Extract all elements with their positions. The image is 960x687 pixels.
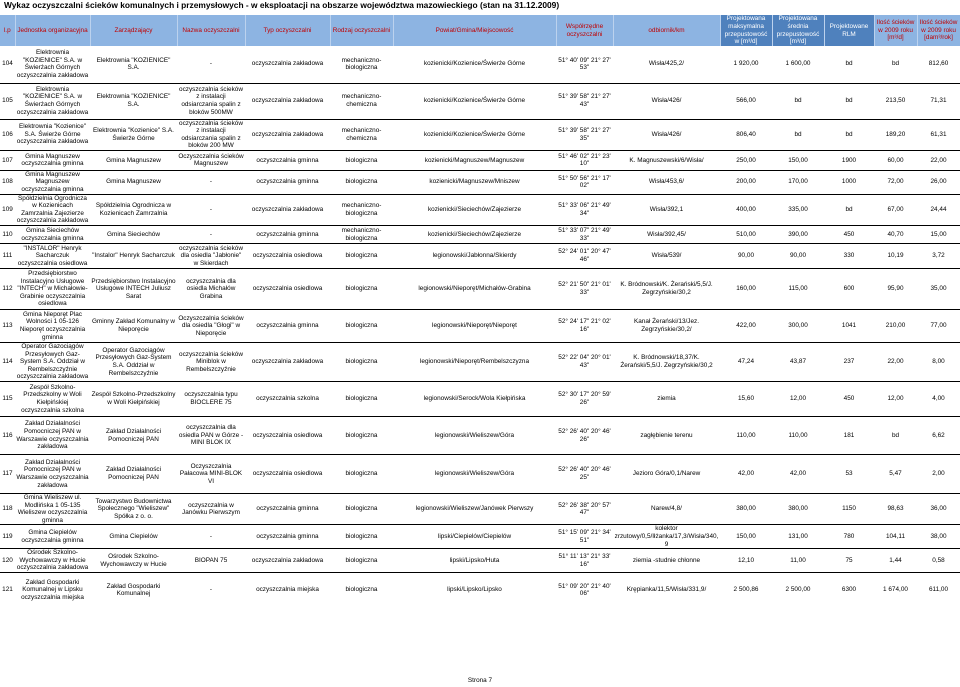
- cell-district-commune-locality: legionowski/Nieporęt/Nieporęt: [393, 310, 556, 343]
- table-row: [0, 226, 960, 244]
- cell-average-capacity: 380,00: [772, 494, 824, 525]
- table-row: [0, 83, 960, 119]
- cell-average-capacity: 90,00: [772, 244, 824, 269]
- cell-receiver-km: Kanał Żerański/13/Jez. Zegrzyńskie/30,2/: [613, 310, 720, 343]
- cell-coordinates: 52° 21' 50" 21° 01' 33": [556, 269, 613, 310]
- cell-sewage-daily: 189,20: [874, 119, 917, 150]
- cell-row-number: 105: [0, 83, 15, 119]
- table-row: [0, 525, 960, 549]
- cell-organizational-unit: Gmina Magnuszew Magnuszew oczyszczalnia gminna: [15, 170, 90, 194]
- cell-plant-name: Oczyszczalnia ścieków dla osiedla "Głogi" w Nieporęcie: [177, 310, 245, 343]
- cell-coordinates: 51° 46' 02" 21° 23' 10": [556, 150, 613, 170]
- cell-organizational-unit: Zakład Działalności Pomocniczej PAN w Warszawie oczyszczalnia zakładowa: [15, 455, 90, 494]
- table-row: [0, 269, 960, 310]
- cell-max-capacity: 566,00: [720, 83, 772, 119]
- cell-plant-type: oczyszczalnia osiedlowa: [245, 455, 330, 494]
- cell-sewage-yearly: 812,60: [928, 60, 949, 68]
- cell-average-capacity: 300,00: [772, 310, 824, 343]
- cell-row-number: 106: [0, 119, 15, 150]
- cell-sewage-daily: 1 674,00: [874, 572, 917, 607]
- cell-coordinates: 51° 15' 09" 21° 34' 51": [556, 525, 613, 549]
- cell-sewage-yearly: 71,31: [917, 83, 960, 119]
- cell-plant-type: oczyszczalnia osiedlowa: [245, 269, 330, 310]
- header-cell-zarzadzajacy: Zarządzający: [90, 15, 177, 46]
- cell-coordinates: 51° 09' 20" 21° 40' 06": [556, 572, 613, 607]
- header-cell-powiat: Powiat/Gmina/Miejscowość: [393, 15, 556, 46]
- cell-plant-name: oczyszczalnia dla osiedla Michałów Grabina: [177, 269, 245, 310]
- cell-plant-name: -: [177, 194, 245, 225]
- header-cell-nazwa: Nazwa oczyszczalni: [177, 15, 245, 46]
- cell-manager: Gmina Magnuszew: [90, 150, 177, 170]
- cell-plant-kind: biologiczna: [330, 170, 393, 194]
- cell-organizational-unit: Zakład Działalności Pomocniczej PAN w Warszawie oczyszczalnia zakładowa: [15, 417, 90, 455]
- cell-sewage-yearly: 15,00: [917, 226, 960, 244]
- cell-manager: Zespół Szkolno-Przedszkolny w Woli Kiełpińskiej: [90, 382, 177, 417]
- cell-receiver-km: ziemia -studnie chłonne: [613, 549, 720, 573]
- cell-organizational-unit: Zakład Gospodarki Komunalnej w Lipsku oczyszczalnia miejska: [15, 572, 90, 607]
- cell-receiver-km: Wisła/453,6/: [613, 170, 720, 194]
- cell-average-capacity: 1 600,00: [785, 60, 811, 68]
- cell-plant-type: oczyszczalnia osiedlowa: [245, 417, 330, 455]
- cell-manager: Przedsiębiorstwo Instalacyjno Usługowe INTECH Juliusz Sarat: [90, 269, 177, 310]
- cell-receiver-km: Jezioro Góra/0,1/Narew: [613, 455, 720, 494]
- cell-receiver-km: ziemia: [613, 382, 720, 417]
- cell-rlm: 1041: [824, 310, 874, 343]
- cell-coordinates: 52° 26' 40" 20° 46' 26": [556, 417, 613, 455]
- cell-coordinates: 51° 33' 06" 21° 49' 34": [556, 194, 613, 225]
- cell-sewage-daily: 95,90: [874, 269, 917, 310]
- cell-coordinates: 52° 26' 40" 20° 46' 25": [556, 455, 613, 494]
- cell-max-capacity: 380,00: [720, 494, 772, 525]
- cell-coordinates: 52° 30' 17" 20° 59' 26": [556, 382, 613, 417]
- header-cell-odbiornik: odbiornik/km: [613, 15, 720, 46]
- cell-coordinates: 52° 26' 38" 20° 57' 47": [556, 494, 613, 525]
- cell-row-number: 118: [0, 494, 15, 525]
- table-row: [0, 382, 960, 417]
- cell-sewage-daily: 98,63: [874, 494, 917, 525]
- cell-max-capacity: 150,00: [720, 525, 772, 549]
- cell-receiver-km: Narew/4,8/: [613, 494, 720, 525]
- cell-plant-name: -: [177, 226, 245, 244]
- cell-organizational-unit: Ośrodek Szkolno-Wychowawczy w Hucie oczyszczalnia zakładowa: [16, 549, 89, 572]
- cell-sewage-daily: 40,70: [874, 226, 917, 244]
- cell-row-number: 114: [0, 343, 15, 382]
- cell-manager: Elektrownia "KOZIENICE" S.A.: [96, 56, 171, 72]
- table-row: [0, 150, 960, 170]
- cell-max-capacity: 42,00: [720, 455, 772, 494]
- cell-district-commune-locality: legionowski/Wieliszew/Góra: [393, 417, 556, 455]
- cell-plant-kind: biologiczna: [330, 150, 393, 170]
- cell-plant-kind: mechaniczno-biologiczna: [341, 56, 382, 72]
- header-cell-ilosc-dobowa: Ilość ścieków w 2009 roku [m³/d]: [874, 15, 917, 46]
- cell-plant-type: oczyszczalnia gminna: [245, 525, 330, 549]
- cell-manager: Gmina Magnuszew: [90, 170, 177, 194]
- cell-plant-kind: biologiczna: [330, 382, 393, 417]
- cell-manager: Ośrodek Szkolno-Wychowawczy w Hucie: [90, 549, 177, 573]
- cell-district-commune-locality: legionowski/Nieporęt/Michałów-Grabina: [393, 269, 556, 310]
- table-row: [0, 170, 960, 194]
- cell-organizational-unit: Zespół Szkolno-Przedszkolny w Woli Kiełpińskiej oczyszczalnia szkolna: [15, 382, 90, 417]
- cell-rlm: 6300: [824, 572, 874, 607]
- cell-plant-kind: biologiczna: [330, 269, 393, 310]
- cell-organizational-unit: Gmina Sieciechów oczyszczalnia gminna: [15, 226, 90, 244]
- cell-plant-name: -: [177, 525, 245, 549]
- cell-receiver-km: Wisła/392,45/: [613, 226, 720, 244]
- cell-row-number: 117: [0, 455, 15, 494]
- cell-plant-name: oczyszczalnia ścieków dla osiedla "Jabłonie" w Skierdach: [177, 244, 245, 269]
- cell-plant-kind: biologiczna: [330, 494, 393, 525]
- cell-rlm: 780: [824, 525, 874, 549]
- cell-sewage-yearly: 24,44: [917, 194, 960, 225]
- cell-sewage-daily: 12,00: [874, 382, 917, 417]
- table-row: [0, 494, 960, 525]
- cell-average-capacity: 43,87: [772, 343, 824, 382]
- cell-manager: Gmina Sieciechów: [90, 226, 177, 244]
- cell-max-capacity: 510,00: [720, 226, 772, 244]
- cell-plant-name: -: [177, 572, 245, 607]
- cell-district-commune-locality: kozienicki/Magnuszew/Mniszew: [393, 170, 556, 194]
- cell-sewage-daily: 1,44: [874, 549, 917, 573]
- cell-sewage-yearly: 36,00: [917, 494, 960, 525]
- cell-plant-type: oczyszczalnia zakładowa: [245, 83, 330, 119]
- cell-plant-kind: biologiczna: [330, 244, 393, 269]
- cell-plant-name: Oczyszczalnia Pałacowa MINI-BLOK VI: [177, 455, 245, 494]
- table-row: [0, 244, 960, 269]
- cell-manager: Zakład Działalności Pomocniczej PAN: [90, 417, 177, 455]
- header-cell-rlm: Projektowane RLM: [824, 15, 874, 46]
- cell-plant-type: oczyszczalnia szkolna: [245, 382, 330, 417]
- cell-sewage-daily: 5,47: [874, 455, 917, 494]
- cell-plant-name: oczyszczalnia typu BIOCLERE 75: [177, 382, 245, 417]
- cell-sewage-yearly: 38,00: [917, 525, 960, 549]
- cell-plant-name: oczyszczalnia ścieków z instalacji odsiarczania spalin z bloków 200 MW: [177, 119, 245, 150]
- cell-coordinates: 52° 24' 01" 20° 47' 46": [556, 244, 613, 269]
- cell-sewage-daily: 67,00: [874, 194, 917, 225]
- cell-average-capacity: 12,00: [772, 382, 824, 417]
- treatment-plants-table: [0, 15, 960, 607]
- cell-rlm: 450: [824, 226, 874, 244]
- cell-district-commune-locality: lipski/Lipsko/Huta: [393, 549, 556, 573]
- cell-row-number: 113: [0, 310, 15, 343]
- cell-max-capacity: 110,00: [720, 417, 772, 455]
- cell-manager: Spółdzielnia Ogrodnicza w Kozienicach Zamrzalnia: [90, 194, 177, 225]
- cell-receiver-km: Wisła/392,1: [613, 194, 720, 225]
- cell-coordinates: 51° 39' 58" 21° 27' 43": [556, 83, 613, 119]
- header-cell-jednostka: Jednostka organizacyjna: [15, 15, 90, 46]
- cell-max-capacity: 422,00: [720, 310, 772, 343]
- table-row: [0, 46, 960, 83]
- cell-max-capacity: 47,24: [720, 343, 772, 382]
- cell-row-number: 119: [0, 525, 15, 549]
- cell-max-capacity: 90,00: [720, 244, 772, 269]
- cell-sewage-daily: 10,19: [874, 244, 917, 269]
- header-cell-lp: l.p: [0, 15, 15, 46]
- cell-average-capacity: 115,00: [772, 269, 824, 310]
- table-row: [0, 549, 960, 573]
- cell-sewage-yearly: 6,62: [917, 417, 960, 455]
- cell-plant-kind: biologiczna: [330, 525, 393, 549]
- header-cell-max-przepustowosc: Projektowana maksymalna przepustowość w [m³/d]: [720, 15, 772, 46]
- cell-plant-kind: biologiczna: [330, 549, 393, 573]
- cell-receiver-km: Wisła/426/: [613, 119, 720, 150]
- cell-manager: Elektrownia "KOZIENICE" S.A.: [90, 83, 177, 119]
- table-row: [0, 343, 960, 382]
- cell-district-commune-locality: kozienicki/Magnuszew/Magnuszew: [393, 150, 556, 170]
- cell-plant-kind: biologiczna: [330, 572, 393, 607]
- cell-plant-type: oczyszczalnia zakładowa: [251, 60, 324, 68]
- cell-average-capacity: 150,00: [772, 150, 824, 170]
- cell-rlm: 450: [824, 382, 874, 417]
- cell-coordinates: 51° 11' 13" 21° 33' 16": [556, 549, 613, 573]
- cell-sewage-daily: 72,00: [874, 170, 917, 194]
- cell-sewage-yearly: 22,00: [917, 150, 960, 170]
- header-cell-rodzaj: Rodzaj oczyszczalni: [330, 15, 393, 46]
- cell-rlm: 181: [824, 417, 874, 455]
- table-row: [0, 455, 960, 494]
- cell-plant-type: oczyszczalnia miejska: [245, 572, 330, 607]
- cell-organizational-unit: Spółdzielnia Ogrodnicza w Kozienicach Zamrzalnia Zajezierze oczyszczalnia zakładowa: [16, 194, 89, 225]
- cell-average-capacity: 110,00: [772, 417, 824, 455]
- cell-plant-type: oczyszczalnia gminna: [245, 150, 330, 170]
- cell-sewage-yearly: 61,31: [917, 119, 960, 150]
- table-row: [0, 194, 960, 225]
- cell-plant-type: oczyszczalnia gminna: [245, 310, 330, 343]
- cell-average-capacity: bd: [772, 119, 824, 150]
- cell-manager: Zakład Gospodarki Komunalnej: [90, 572, 177, 607]
- cell-plant-kind: biologiczna: [330, 455, 393, 494]
- cell-row-number: 120: [0, 549, 15, 573]
- cell-manager: Towarzystwo Budownictwa Społecznego "Wieliszew" Spółka z o. o.: [90, 494, 177, 525]
- cell-organizational-unit: Gmina Nieporęt Plac Wolności 1 05-126 Nieporęt oczyszczalnia gminna: [15, 310, 90, 343]
- cell-district-commune-locality: legionowski/Jabłonna/Skierdy: [393, 244, 556, 269]
- cell-sewage-yearly: 35,00: [917, 269, 960, 310]
- cell-rlm: 1000: [824, 170, 874, 194]
- cell-rlm: bd: [824, 194, 874, 225]
- cell-plant-type: oczyszczalnia zakładowa: [245, 119, 330, 150]
- cell-plant-kind: biologiczna: [330, 343, 393, 382]
- cell-plant-kind: biologiczna: [330, 310, 393, 343]
- cell-sewage-yearly: 4,00: [917, 382, 960, 417]
- cell-max-capacity: 250,00: [720, 150, 772, 170]
- cell-plant-type: oczyszczalnia zakładowa: [245, 194, 330, 225]
- cell-district-commune-locality: legionowski/Wieliszew/Góra: [393, 455, 556, 494]
- cell-organizational-unit: Elektrownia "KOZIENICE" S.A. w Świerżach Górnych oczyszczalnia zakładowa: [15, 83, 90, 119]
- cell-receiver-km: zagłębienie terenu: [613, 417, 720, 455]
- cell-rlm: 1900: [824, 150, 874, 170]
- cell-row-number: 108: [0, 170, 15, 194]
- cell-receiver-km: Wisła/426/: [613, 83, 720, 119]
- cell-rlm: bd: [824, 83, 874, 119]
- cell-rlm: 75: [824, 549, 874, 573]
- cell-plant-kind: mechaniczno-biologiczna: [330, 194, 393, 225]
- cell-average-capacity: 2 500,00: [772, 572, 824, 607]
- cell-district-commune-locality: legionowski/Wieliszew/Janówek Pierwszy: [393, 494, 556, 525]
- cell-receiver-km: K. Bródnowski/18,37/K. Żerański/5,5/J. Zegrzyńskie/30,2: [613, 343, 720, 382]
- cell-organizational-unit: Elektrownia "KOZIENICE" S.A. w Świerżach Górnych oczyszczalnia zakładowa: [16, 49, 89, 79]
- cell-average-capacity: 42,00: [772, 455, 824, 494]
- cell-sewage-daily: 210,00: [874, 310, 917, 343]
- cell-plant-kind: biologiczna: [330, 417, 393, 455]
- cell-manager: Zakład Działalności Pomocniczej PAN: [90, 455, 177, 494]
- table-row: [0, 417, 960, 455]
- cell-manager: Elektrownia "Kozienice" S.A. Świerże Górne: [90, 119, 177, 150]
- cell-row-number: 115: [0, 382, 15, 417]
- cell-coordinates: 52° 24' 17" 21° 02' 16": [556, 310, 613, 343]
- cell-district-commune-locality: kozienicki/Kozienice/Świerże Górne: [423, 60, 526, 68]
- cell-rlm: 53: [824, 455, 874, 494]
- cell-sewage-daily: 213,50: [874, 83, 917, 119]
- cell-organizational-unit: Gmina Wieliszew ul. Modlińska 1 05-135 Wieliszew oczyszczalnia gminna: [15, 494, 90, 525]
- cell-receiver-km: Wisła/425,2/: [648, 60, 685, 68]
- cell-sewage-daily: 60,00: [874, 150, 917, 170]
- cell-rlm: 1150: [824, 494, 874, 525]
- cell-organizational-unit: Gmina Ciepielów oczyszczalnia gminna: [15, 525, 90, 549]
- header-cell-wspolrzedne: Współrzędne oczyszczalni: [556, 15, 613, 46]
- cell-row-number: 111: [0, 244, 15, 269]
- cell-rlm: 600: [824, 269, 874, 310]
- cell-average-capacity: 335,00: [772, 194, 824, 225]
- cell-plant-kind: mechaniczno-chemiczna: [330, 119, 393, 150]
- cell-receiver-km: Wisła/539/: [613, 244, 720, 269]
- cell-sewage-daily: bd: [874, 417, 917, 455]
- cell-plant-type: oczyszczalnia osiedlowa: [245, 244, 330, 269]
- cell-rlm: 237: [824, 343, 874, 382]
- cell-rlm: bd: [845, 60, 853, 68]
- cell-plant-name: -: [209, 60, 213, 68]
- cell-receiver-km: Krępianka/11,5/Wisła/331,9/: [613, 572, 720, 607]
- cell-plant-kind: mechaniczno-chemiczna: [330, 83, 393, 119]
- cell-organizational-unit: Przedsiębiorstwo Instalacyjno Usługowe "INTECH" w Michałowie-Grabinie oczyszczalnia osiedlowa: [15, 269, 90, 310]
- cell-sewage-daily: 104,11: [874, 525, 917, 549]
- cell-sewage-daily: 22,00: [874, 343, 917, 382]
- cell-sewage-yearly: 611,00: [917, 572, 960, 607]
- cell-organizational-unit: Gmina Magnuszew oczyszczalnia gminna: [15, 150, 90, 170]
- cell-plant-name: oczyszczalnia ścieków Miniblok w Rembelszczyźnie: [177, 343, 245, 382]
- cell-manager: Operator Gazociągów Przesyłowych Gaz-System S.A. Oddział w Rembelszczyźnie: [90, 343, 177, 382]
- cell-district-commune-locality: lipski/Lipsko/Lipsko: [393, 572, 556, 607]
- cell-max-capacity: 200,00: [720, 170, 772, 194]
- document-title: Wykaz oczyszczalni ścieków komunalnych i przemysłowych - w eksploatacji na obszarze województwa mazowieckiego (stan na 31.12.2009): [4, 0, 560, 10]
- cell-plant-type: oczyszczalnia gminna: [245, 226, 330, 244]
- cell-row-number: 116: [0, 417, 15, 455]
- cell-sewage-yearly: 0,58: [917, 549, 960, 573]
- cell-plant-type: oczyszczalnia gminna: [245, 170, 330, 194]
- cell-sewage-yearly: 2,00: [917, 455, 960, 494]
- cell-coordinates: 51° 39' 58" 21° 27' 35": [556, 119, 613, 150]
- cell-plant-name: oczyszczalnia ścieków z instalacji odsiarczania spalin z bloków 500MW: [177, 83, 245, 119]
- header-cell-ilosc-roczna: Ilość ścieków w 2009 roku [dam³/rok]: [917, 15, 960, 46]
- cell-row-number: 121: [0, 572, 15, 607]
- cell-receiver-km: K. Bródnowski/K. Żerański/5,5/J. Zegrzyńskie/30,2: [613, 269, 720, 310]
- cell-receiver-km: kolektor zrzutowy/0,5/Iłżanka/17,3/Wisła/340,9: [614, 525, 719, 548]
- cell-district-commune-locality: kozienicki/Sieciechów/Zajezierze: [393, 194, 556, 225]
- cell-max-capacity: 806,40: [720, 119, 772, 150]
- cell-max-capacity: 2 500,86: [720, 572, 772, 607]
- cell-average-capacity: 390,00: [772, 226, 824, 244]
- cell-rlm: bd: [824, 119, 874, 150]
- cell-plant-type: oczyszczalnia gminna: [245, 494, 330, 525]
- cell-average-capacity: 170,00: [772, 170, 824, 194]
- cell-average-capacity: 131,00: [772, 525, 824, 549]
- cell-plant-name: Oczyszczalnia ścieków Magnuszew: [177, 150, 245, 170]
- table-header-row: [0, 15, 960, 46]
- cell-district-commune-locality: lipski/Ciepielów/Ciepielów: [393, 525, 556, 549]
- cell-district-commune-locality: kozienicki/Kozienice/Świerże Górne: [393, 119, 556, 150]
- cell-plant-kind: mechaniczno-biologiczna: [330, 226, 393, 244]
- cell-manager: Gminny Zakład Komunalny w Nieporęcie: [90, 310, 177, 343]
- cell-organizational-unit: Operator Gazociągów Przesyłowych Gaz-System S.A. Oddział w Rembelszczyźnie oczyszczalnia zakładowa: [16, 343, 89, 381]
- cell-average-capacity: bd: [772, 83, 824, 119]
- table-body: [0, 46, 960, 607]
- cell-plant-type: oczyszczalnia zakładowa: [245, 549, 330, 573]
- cell-rlm: 330: [824, 244, 874, 269]
- cell-plant-name: oczyszczalnia w Janówku Pierwszym: [177, 494, 245, 525]
- cell-plant-type: oczyszczalnia zakładowa: [245, 343, 330, 382]
- cell-plant-name: oczyszczalnia dla osiedla PAN w Górze - MINI BLOK IX: [177, 417, 245, 455]
- cell-row-number: 107: [0, 150, 15, 170]
- cell-sewage-yearly: 77,00: [917, 310, 960, 343]
- cell-coordinates: 51° 50' 56" 21° 17' 02": [556, 170, 613, 194]
- cell-max-capacity: 160,00: [720, 269, 772, 310]
- cell-average-capacity: 11,00: [772, 549, 824, 573]
- cell-sewage-daily: bd: [891, 60, 900, 68]
- cell-max-capacity: 15,60: [720, 382, 772, 417]
- cell-plant-name: -: [177, 170, 245, 194]
- cell-coordinates: 51° 33' 07" 21° 49' 33": [556, 226, 613, 244]
- cell-max-capacity: 12,10: [720, 549, 772, 573]
- cell-manager: "Instalor" Henryk Sacharczuk: [90, 244, 177, 269]
- cell-plant-name: BIOPAN 75: [177, 549, 245, 573]
- cell-coordinates: 51° 40' 09" 21° 27' 53": [558, 56, 611, 72]
- cell-organizational-unit: Elektrownia "Kozienice" S.A. Świerże Górne oczyszczalnia zakładowa: [15, 119, 90, 150]
- table-row: [0, 119, 960, 150]
- cell-row-number: 112: [0, 269, 15, 310]
- page-number: Strona 7: [467, 677, 493, 684]
- cell-row-number: 109: [0, 194, 15, 225]
- cell-district-commune-locality: legionowski/Serock/Wola Kiełpińska: [393, 382, 556, 417]
- header-cell-typ: Typ oczyszczalni: [245, 15, 330, 46]
- cell-coordinates: 52° 22' 04" 20° 01' 43": [556, 343, 613, 382]
- table-row: [0, 310, 960, 343]
- cell-max-capacity: 400,00: [720, 194, 772, 225]
- cell-sewage-yearly: 26,00: [917, 170, 960, 194]
- cell-organizational-unit: "INSTALOR" Henryk Sacharczuk oczyszczalnia osiedlowa: [15, 244, 90, 269]
- cell-receiver-km: K. Magnuszewski/6/Wisła/: [613, 150, 720, 170]
- cell-district-commune-locality: kozienicki/Kozienice/Świerże Górne: [393, 83, 556, 119]
- cell-max-capacity: 1 920,00: [733, 60, 759, 68]
- cell-manager: Gmina Ciepielów: [90, 525, 177, 549]
- cell-district-commune-locality: kozienicki/Sieciechów/Zajezierze: [393, 226, 556, 244]
- cell-row-number: 104: [2, 60, 13, 68]
- cell-row-number: 110: [0, 226, 15, 244]
- cell-sewage-yearly: 3,72: [917, 244, 960, 269]
- cell-sewage-yearly: 8,00: [917, 343, 960, 382]
- table-row: [0, 572, 960, 607]
- header-cell-srednia-przepustowosc: Projektowana średnia przepustowość [m³/d]: [772, 15, 824, 46]
- cell-district-commune-locality: legionowski/Nieporęt/Rembelszczyzna: [393, 343, 556, 382]
